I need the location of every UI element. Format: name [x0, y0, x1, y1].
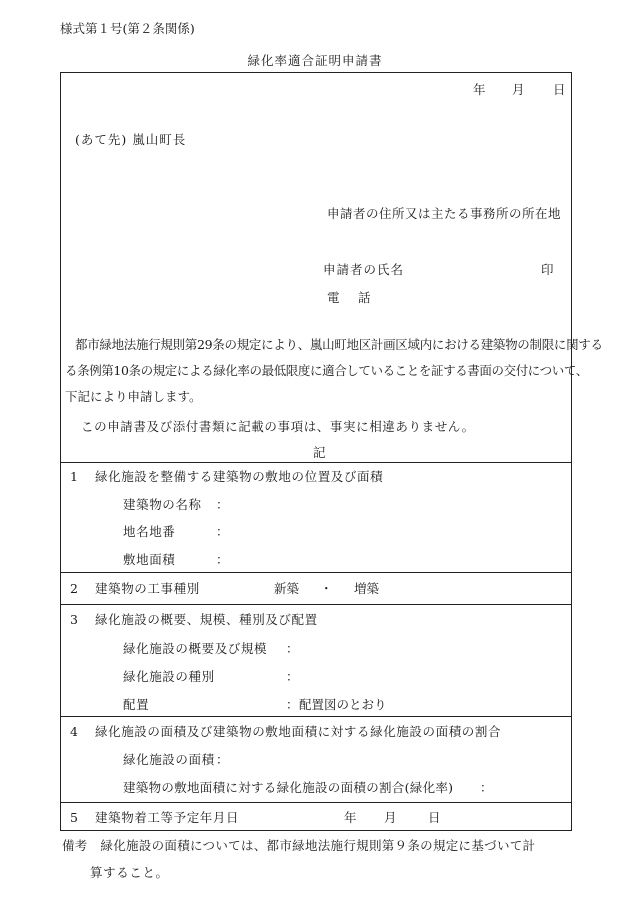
applicant-name-label: 申請者の氏名: [323, 262, 405, 277]
applicant-address-label: 申請者の住所又は主たる事務所の所在地: [326, 206, 561, 221]
site-area-label: 敷地面積: [123, 552, 176, 567]
document-title: 緑化率適合証明申請書: [247, 53, 383, 68]
seal-mark: 印: [541, 262, 554, 277]
construction-type-new: 新築: [274, 581, 300, 596]
declaration-text: この申請書及び添付書類に記載の事項は、事実に相違ありません。: [81, 419, 475, 434]
layout-label: 配置: [123, 697, 150, 712]
section-2-title: 建築物の工事種別: [95, 581, 200, 596]
building-name-colon: ：: [216, 497, 229, 512]
addressee: (あて先) 嵐山町長: [75, 132, 187, 147]
greening-type-colon: ：: [286, 669, 299, 684]
section-4-title: 緑化施設の面積及び建築物の敷地面積に対する緑化施設の面積の割合: [95, 724, 502, 739]
greening-area-label: 緑化施設の面積: [123, 752, 215, 767]
body-text-line-3: 下記により申請します。: [65, 389, 202, 404]
application-form-frame: [60, 72, 603, 831]
greening-area-colon: ：: [216, 752, 229, 767]
construction-type-separator: ・: [320, 581, 333, 596]
greening-ratio-colon: ：: [480, 780, 493, 795]
greening-type-label: 緑化施設の種別: [123, 669, 215, 684]
divider-section-1: [61, 462, 571, 463]
construction-type-extension: 増築: [354, 581, 380, 596]
start-date-year-label: 年: [344, 810, 357, 825]
lot-number-label: 地名地番: [123, 524, 176, 539]
divider-section-3: [61, 604, 571, 605]
divider-section-2: [61, 572, 571, 573]
section-2-number: 2: [70, 581, 78, 596]
section-3-title: 緑化施設の概要、規模、種別及び配置: [95, 612, 318, 627]
section-5-number: 5: [70, 810, 78, 825]
site-area-colon: ：: [216, 552, 229, 567]
date-day-label: 日: [553, 82, 566, 97]
ki-heading: 記: [313, 445, 326, 460]
divider-section-4: [61, 716, 571, 717]
section-1-title: 緑化施設を整備する建築物の敷地の位置及び面積: [95, 469, 384, 484]
greening-overview-label: 緑化施設の概要及び規模: [123, 641, 268, 656]
start-date-month-label: 月: [384, 810, 397, 825]
start-date-day-label: 日: [428, 810, 441, 825]
phone-label: 電 話: [327, 290, 374, 305]
form-number: 様式第１号(第２条関係): [60, 21, 195, 36]
greening-overview-colon: ：: [286, 641, 299, 656]
section-3-number: 3: [70, 612, 78, 627]
remarks-line-2: 算すること。: [90, 865, 169, 880]
section-5-title: 建築物着工等予定年月日: [95, 810, 240, 825]
body-text-line-1: 都市緑地法施行規則第29条の規定により、嵐山町地区計画区域内における建築物の制限に関する: [75, 337, 603, 352]
layout-value: 配置図のとおり: [299, 697, 387, 712]
section-4-number: 4: [70, 724, 78, 739]
divider-section-5: [61, 802, 571, 803]
building-name-label: 建築物の名称: [123, 497, 202, 512]
section-1-number: 1: [70, 469, 78, 484]
date-year-label: 年: [473, 82, 486, 97]
remarks-line-1: 備考 緑化施設の面積については、都市緑地法施行規則第９条の規定に基づいて計: [62, 838, 536, 853]
layout-colon: ：: [286, 697, 299, 712]
date-month-label: 月: [512, 82, 525, 97]
lot-number-colon: ：: [216, 524, 229, 539]
greening-ratio-label: 建築物の敷地面積に対する緑化施設の面積の割合(緑化率): [123, 780, 454, 795]
body-text-line-2: る条例第10条の規定による緑化率の最低限度に適合していることを証する書面の交付について、: [65, 363, 588, 378]
